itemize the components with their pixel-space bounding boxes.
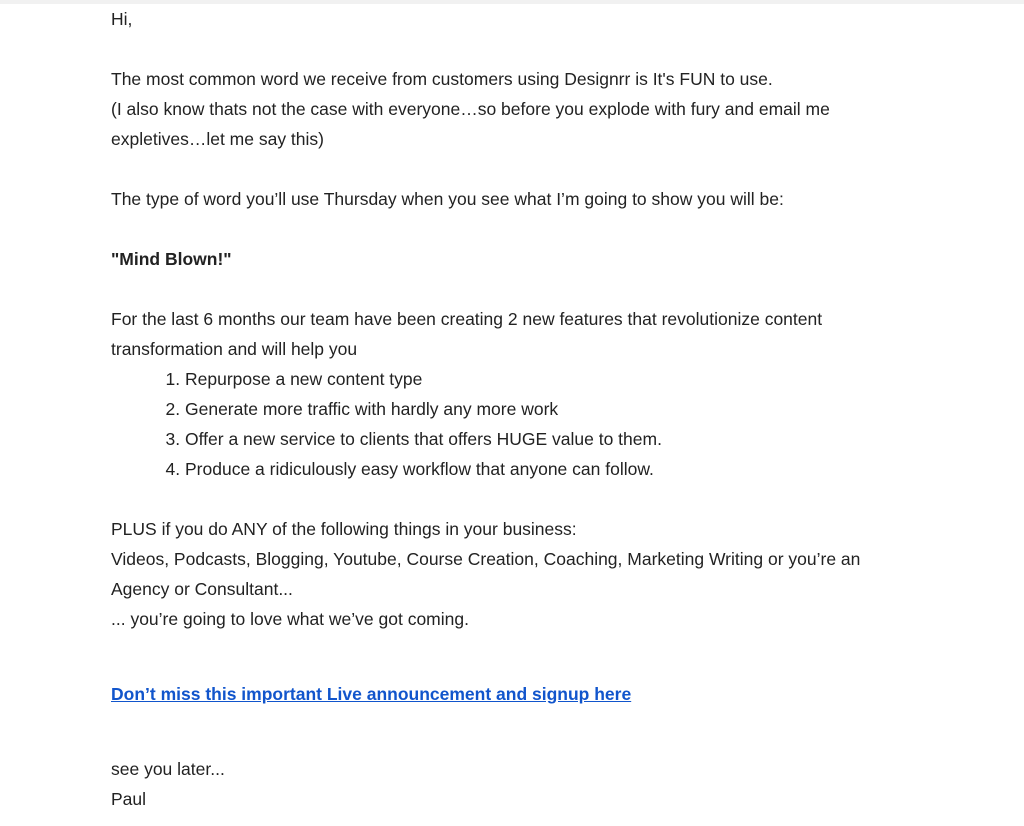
spacer — [111, 34, 1024, 64]
spacer — [111, 739, 1024, 754]
emphasis-line: "Mind Blown!" — [111, 249, 232, 269]
intro-line-3: expletives…let me say this) — [111, 129, 324, 149]
feature-list — [111, 364, 1024, 484]
intro-line-2: (I also know thats not the case with everyone…so before you explode with fury and email me — [111, 99, 830, 119]
body-line-1: For the last 6 months our team have been creating 2 new features that revolutionize content — [111, 309, 823, 329]
list-item: 3. Offer a new service to clients that offers HUGE value to them. — [185, 424, 1024, 454]
spacer — [111, 484, 1024, 514]
signoff-line: see you later... — [111, 759, 225, 779]
greeting-line: Hi, — [111, 9, 133, 29]
spacer — [111, 634, 1024, 664]
plus-line-3: Agency or Consultant... — [111, 579, 293, 599]
spacer — [111, 274, 1024, 304]
plus-line-1: PLUS if you do ANY of the following things in your business: — [111, 519, 577, 539]
lead-line: The type of word you’ll use Thursday when you see what I’m going to show you will be: — [111, 189, 784, 209]
sender-name: Paul — [111, 789, 147, 809]
announcement-signup-link[interactable]: Don’t miss this important Live announcement and signup here — [111, 684, 632, 704]
spacer — [111, 664, 1024, 679]
list-item: 2. Generate more traffic with hardly any more work — [185, 394, 1024, 424]
intro-line-1: The most common word we receive from customers using Designrr is It's FUN to use. — [111, 69, 773, 89]
cta-line — [111, 679, 1024, 709]
email-message-body — [111, 4, 1024, 814]
body-line-2: transformation and will help you — [111, 339, 358, 359]
list-item: 1. Repurpose a new content type — [185, 364, 1024, 394]
spacer — [111, 214, 1024, 244]
list-item: 4. Produce a ridiculously easy workflow that anyone can follow. — [185, 454, 1024, 484]
plus-line-4: ... you’re going to love what we’ve got coming. — [111, 609, 469, 629]
spacer — [111, 154, 1024, 184]
spacer — [111, 709, 1024, 739]
plus-line-2: Videos, Podcasts, Blogging, Youtube, Course Creation, Coaching, Marketing Writing or you’re an — [111, 549, 861, 569]
